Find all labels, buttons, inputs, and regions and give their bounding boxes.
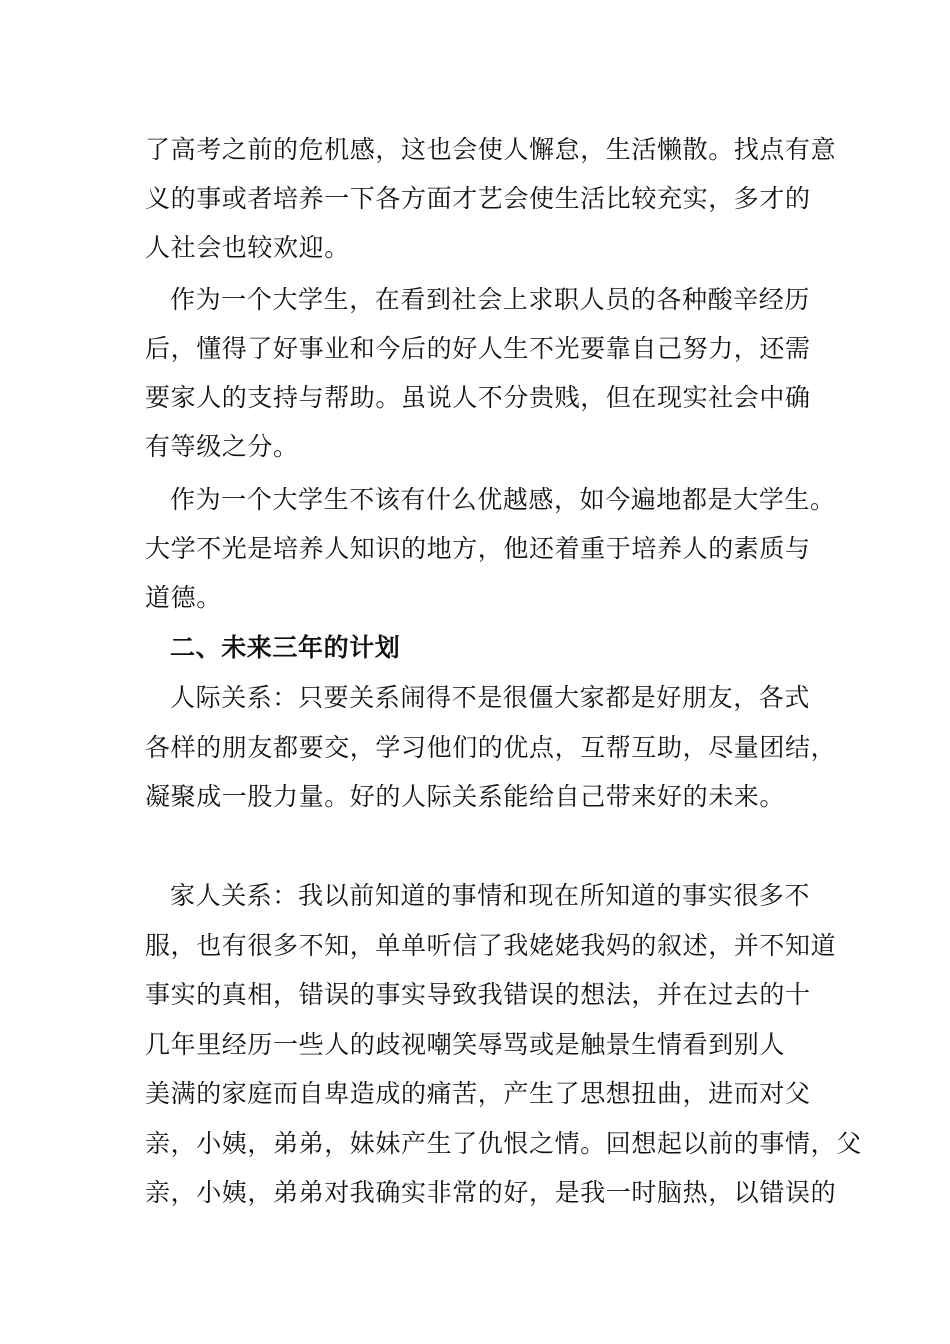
paragraph-line: 亲，小姨，弟弟对我确实非常的好，是我一时脑热，以错误的 — [145, 1178, 837, 1207]
paragraph-line: 作为一个大学生，在看到社会上求职人员的各种酸辛经历 — [170, 285, 811, 314]
paragraph-line: 义的事或者培养一下各方面才艺会使生活比较充实，多才的 — [145, 184, 811, 213]
paragraph-line: 人际关系：只要关系闹得不是很僵大家都是好朋友，各式 — [170, 683, 811, 712]
paragraph-line: 亲，小姨，弟弟，妹妹产生了仇恨之情。回想起以前的事情，父 — [145, 1129, 862, 1158]
paragraph-line: 作为一个大学生不该有什么优越感，如今遍地都是大学生。 — [170, 485, 836, 514]
paragraph-line: 大学不光是培养人知识的地方，他还着重于培养人的素质与 — [145, 534, 811, 563]
paragraph-line: 人社会也较欢迎。 — [145, 233, 350, 262]
section-heading: 二、未来三年的计划 — [170, 633, 401, 662]
paragraph-line: 各样的朋友都要交，学习他们的优点，互帮互助，尽量团结， — [145, 733, 837, 762]
paragraph-line: 事实的真相，错误的事实导致我错误的想法，并在过去的十 — [145, 980, 811, 1009]
paragraph-line: 凝聚成一股力量。好的人际关系能给自己带来好的未来。 — [145, 782, 786, 811]
paragraph-line: 几年里经历一些人的歧视嘲笑辱骂或是触景生情看到别人 — [145, 1030, 786, 1059]
paragraph-line: 要家人的支持与帮助。虽说人不分贵贱，但在现实社会中确 — [145, 383, 811, 412]
paragraph-line: 服，也有很多不知，单单听信了我姥姥我妈的叙述，并不知道 — [145, 931, 837, 960]
paragraph-line: 美满的家庭而自卑造成的痛苦，产生了思想扭曲，进而对父 — [145, 1079, 811, 1108]
paragraph-line: 道德。 — [145, 583, 222, 612]
paragraph-line: 了高考之前的危机感，这也会使人懈怠，生活懒散。找点有意 — [145, 135, 837, 164]
paragraph-line: 有等级之分。 — [145, 432, 299, 461]
paragraph-line: 家人关系：我以前知道的事情和现在所知道的事实很多不 — [170, 881, 811, 910]
paragraph-line: 后，懂得了好事业和今后的好人生不光要靠自己努力，还需 — [145, 334, 811, 363]
